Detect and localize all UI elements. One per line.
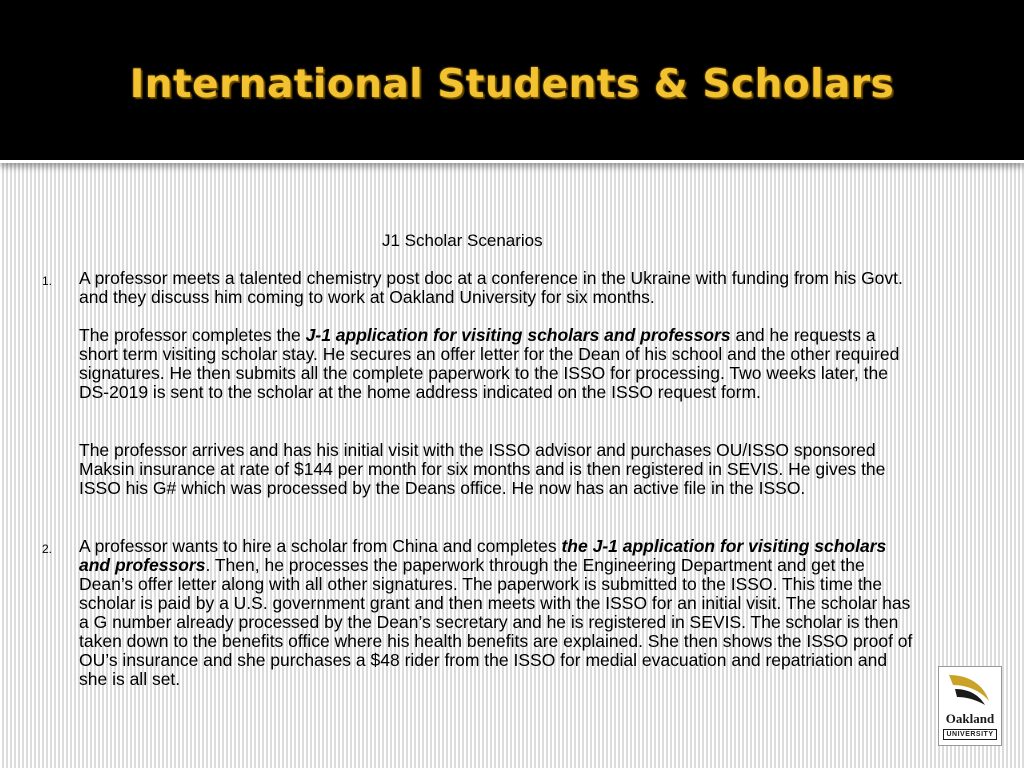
paragraph-text: and he requests a short term visiting scholar stay. He secures an offer letter for the Dean of his school and the other required signatures. He then submits all the complete paperwork to the ISSO for processing. Two weeks later, the DS-2019 is sent to the scholar at the home address indicated on the ISSO request form. <box>79 325 900 402</box>
scenario-1-paragraph-3 <box>79 441 919 498</box>
slide-title: International Students & Scholars <box>129 62 895 107</box>
oakland-sail-icon <box>945 671 995 711</box>
paragraph-text: A professor meets a talented chemistry post doc at a conference in the Ukraine with funding from his Govt. and they discuss him coming to work at Oakland University for six months. <box>79 268 903 307</box>
paragraph-text: The professor arrives and has his initial visit with the ISSO advisor and purchases OU/ISSO sponsored Maksin insurance at rate of $144 per month for six months and is then registered in SEVIS. He gives the ISSO his G# which was processed by the Deans office. He now has an active file in the ISSO. <box>79 440 886 498</box>
scenario-2-paragraph-1 <box>79 537 919 689</box>
logo-subtext: UNIVERSITY <box>943 729 997 740</box>
form-name-emphasis: the J-1 application for visiting scholars and professors <box>79 536 887 575</box>
paragraph-text: . Then, he processes the paperwork through the Engineering Department and get the Dean’s offer letter along with all other signatures. The paperwork is submitted to the ISSO. This time the scholar is paid by a U.S. government grant and then meets with the ISSO for an initial visit. The scholar has a G number already processed by the Dean’s secretary and he is registered in SEVIS. The scholar is then taken down to the benefits office where his health benefits are explained. She then shows the ISSO proof of OU’s insurance and she purchases a $48 rider from the ISSO for medial evacuation and repatriation and she is all set. <box>79 555 913 689</box>
scenario-1-paragraph-1 <box>79 269 919 307</box>
form-name-emphasis: J-1 application for visiting scholars and professors <box>305 325 731 345</box>
scenario-1-paragraph-2 <box>79 326 919 402</box>
list-number-1: 1. <box>42 274 53 288</box>
paragraph-text: The professor completes the <box>79 325 306 345</box>
list-number-2: 2. <box>42 542 53 556</box>
oakland-university-logo <box>938 666 1002 746</box>
paragraph-text: A professor wants to hire a scholar from China and completes <box>79 536 562 556</box>
slide-subtitle: J1 Scholar Scenarios <box>382 231 543 250</box>
logo-wordmark: Oakland <box>945 711 995 726</box>
